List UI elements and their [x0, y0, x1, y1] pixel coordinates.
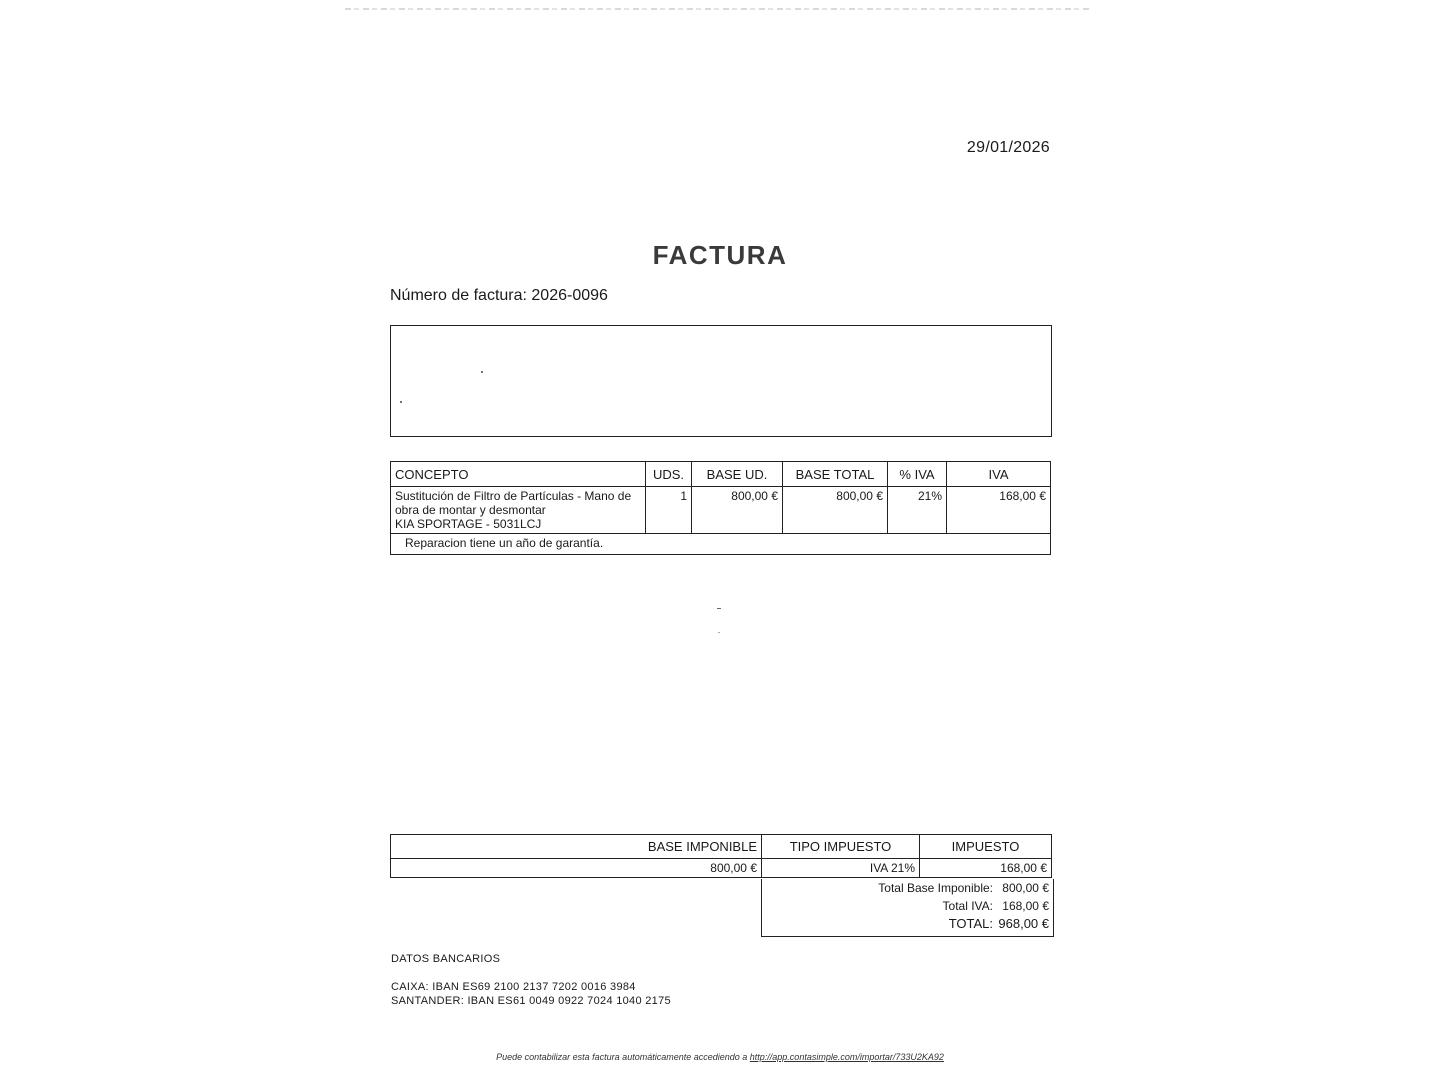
items-table	[390, 461, 1051, 555]
total-base-label: Total Base Imponible:	[878, 881, 993, 895]
invoice-number: Número de factura: 2026-0096	[390, 287, 608, 304]
header-uds: UDS.	[646, 462, 692, 487]
concept-line: KIA SPORTAGE - 5031LCJ	[395, 517, 542, 531]
bank-heading: DATOS BANCARIOS	[391, 953, 501, 965]
item-iva: 168,00 €	[947, 487, 1051, 534]
total-base-value: 800,00 €	[1002, 881, 1049, 895]
header-tipo-impuesto: TIPO IMPUESTO	[762, 835, 920, 859]
table-row	[391, 859, 1052, 878]
grand-total-value: 968,00 €	[998, 916, 1049, 931]
bank-details	[391, 952, 671, 1008]
footer-text: Puede contabilizar esta factura automáticamente accediendo a	[496, 1052, 750, 1062]
items-header-row	[391, 462, 1051, 487]
item-base-total: 800,00 €	[783, 487, 888, 534]
summary-base: 800,00 €	[391, 859, 762, 878]
header-iva-pct: % IVA	[888, 462, 947, 487]
header-base-total: BASE TOTAL	[783, 462, 888, 487]
totals-box	[761, 879, 1054, 937]
concept-line: obra de montar y desmontar	[395, 503, 546, 517]
item-base-ud: 800,00 €	[692, 487, 783, 534]
footer-link[interactable]: http://app.contasimple.com/importar/733U2KA92	[749, 1052, 944, 1062]
summary-tipo: IVA 21%	[762, 859, 920, 878]
item-concept	[391, 487, 646, 534]
header-base-imponible: BASE IMPONIBLE	[391, 835, 762, 859]
scan-mark	[718, 632, 720, 633]
client-address-box	[390, 325, 1052, 437]
header-base-ud: BASE UD.	[692, 462, 783, 487]
invoice-date: 29/01/2026	[966, 139, 1050, 156]
scan-artifact-line	[345, 8, 1090, 10]
bank-caixa: CAIXA: IBAN ES69 2100 2137 7202 0016 3984	[391, 981, 636, 993]
total-iva-value: 168,00 €	[1002, 899, 1049, 913]
bank-santander: SANTANDER: IBAN ES61 0049 0922 7024 1040 2175	[391, 995, 671, 1007]
total-iva-label: Total IVA:	[942, 899, 993, 913]
summary-header-row	[391, 835, 1052, 859]
summary-impuesto: 168,00 €	[920, 859, 1052, 878]
header-concepto: CONCEPTO	[391, 462, 646, 487]
document-title: FACTURA	[652, 240, 788, 270]
item-uds: 1	[646, 487, 692, 534]
note-row	[391, 534, 1051, 555]
grand-total-row	[762, 915, 1053, 933]
grand-total-label: TOTAL:	[948, 916, 993, 931]
scan-speck	[400, 401, 402, 403]
scan-speck	[481, 371, 483, 373]
footer-note	[0, 1052, 1440, 1062]
header-impuesto: IMPUESTO	[920, 835, 1052, 859]
item-iva-pct: 21%	[888, 487, 947, 534]
total-iva-row	[762, 897, 1053, 915]
header-iva: IVA	[947, 462, 1051, 487]
warranty-note: Reparacion tiene un año de garantía.	[391, 534, 1051, 555]
scan-mark	[717, 608, 721, 609]
concept-line: Sustitución de Filtro de Partículas - Mano de	[395, 489, 632, 503]
table-row	[391, 487, 1051, 534]
tax-summary-table	[390, 834, 1052, 878]
total-base-row	[762, 879, 1053, 897]
